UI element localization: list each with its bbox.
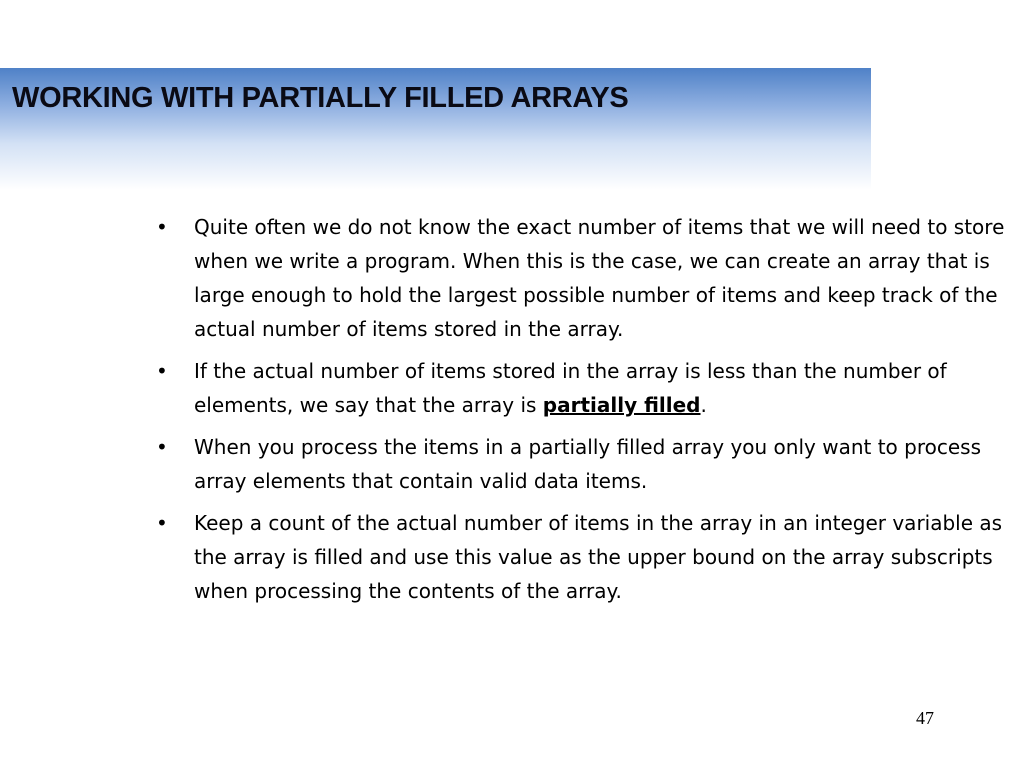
bullet-icon: • bbox=[156, 359, 168, 383]
bullet-text: When you process the items in a partially filled array you only want to process array elements that contain valid data items. bbox=[194, 435, 982, 493]
bullet-text: Quite often we do not know the exact number of items that we will need to store when we write a program. When this is the case, we can create an array that is large enough to hold the largest possible number of items and keep track of the actual number of items stored in the array. bbox=[194, 215, 1005, 341]
bullet-text-end: . bbox=[700, 393, 707, 417]
bullet-item bbox=[152, 506, 1014, 608]
bullet-icon: • bbox=[156, 435, 168, 459]
page-number: 47 bbox=[916, 708, 934, 728]
bullet-list bbox=[152, 210, 1014, 616]
bullet-text: Keep a count of the actual number of items in the array in an integer variable as the array is filled and use this value as the upper bound on the array subscripts when processing the contents of the array. bbox=[194, 511, 1003, 603]
slide-title: WORKING WITH PARTIALLY FILLED ARRAYS bbox=[12, 82, 629, 114]
bullet-item bbox=[152, 430, 1014, 498]
bullet-item bbox=[152, 210, 1014, 346]
bullet-item bbox=[152, 354, 1014, 422]
bullet-icon: • bbox=[156, 511, 168, 535]
bullet-text: If the actual number of items stored in the array is less than the number of elements, we say that the array is bbox=[194, 359, 947, 417]
bullet-icon: • bbox=[156, 215, 168, 239]
emphasized-term: partially filled bbox=[542, 393, 701, 417]
